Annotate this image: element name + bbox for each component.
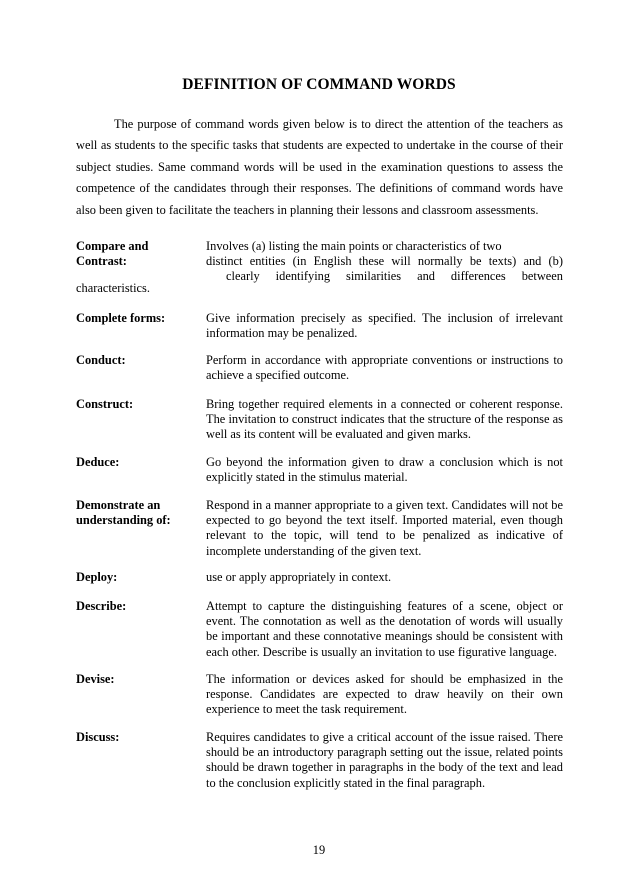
term-line: understanding of: [76,513,171,528]
term-line: Compare and [76,239,149,253]
term-label: Discuss: [76,730,120,744]
definition-text: Respond in a manner appropriate to a given text. Candidates will not be expected to go beyond the text itself. Imported material, even though relevant to the topic, will tend to be penalized as indicative of incomplete understanding of the given text. [206,498,563,558]
term-line: Contrast: [76,254,127,269]
term-line: Demonstrate an [76,498,161,512]
definition-line: distinct entities (in English these will normally be texts) and (b) [206,254,563,269]
definition-text: Go beyond the information given to draw a conclusion which is not explicitly stated in the stimulus material. [206,455,563,485]
term-label: Complete forms: [76,311,166,325]
definition-text: Requires candidates to give a critical account of the issue raised. There should be an introductory paragraph setting out the issue, related points should be drawn together in paragraphs in the body of the text and lead to the conclusion explicitly stated in the final paragraph. [206,730,563,790]
definition-line: Involves (a) listing the main points or characteristics of two [206,239,502,253]
definition-text: Perform in accordance with appropriate conventions or instructions to achieve a specified outcome. [206,353,563,383]
term-label: Describe: [76,599,127,613]
definition-tail: characteristics. [76,281,150,295]
term-label: Deduce: [76,455,120,469]
term-label: Construct: [76,397,134,411]
definition-line: clearly identifying similarities and differences between [226,269,563,284]
term-label [76,239,204,269]
term-label: Deploy: [76,570,118,584]
term-label: Devise: [76,672,115,686]
definition-text: use or apply appropriately in context. [206,570,392,584]
page-number: 19 [312,843,326,857]
page-title: DEFINITION OF COMMAND WORDS [182,76,456,93]
term-label: Conduct: [76,353,126,367]
definition-text: Attempt to capture the distinguishing features of a scene, object or event. The connotation as well as the denotation of words will usually be important and these connotative meanings should be consistent with each other. Describe is usually an invitation to use figurative language. [206,599,563,659]
definition-text: Give information precisely as specified. The inclusion of irrelevant information may be penalized. [206,311,563,341]
intro-paragraph: The purpose of command words given below is to direct the attention of the teachers as well as students to the specific tasks that students are expected to undertake in the course of their subject studies. Same command words will be used in the examination questions to assess the competence of the candidates through their responses. The definitions of command words have also been given to facilitate the teachers in planning their lessons and classroom assessments. [76,117,563,217]
definition-text: Bring together required elements in a connected or coherent response. The invitation to construct indicates that the structure of the response as well as its content will be evaluated and given marks. [206,397,563,442]
definition-text: The information or devices asked for should be emphasized in the response. Candidates are expected to draw heavily on their own experience to meet the task requirement. [206,672,563,717]
definition-text [206,239,563,285]
term-label [76,498,204,528]
